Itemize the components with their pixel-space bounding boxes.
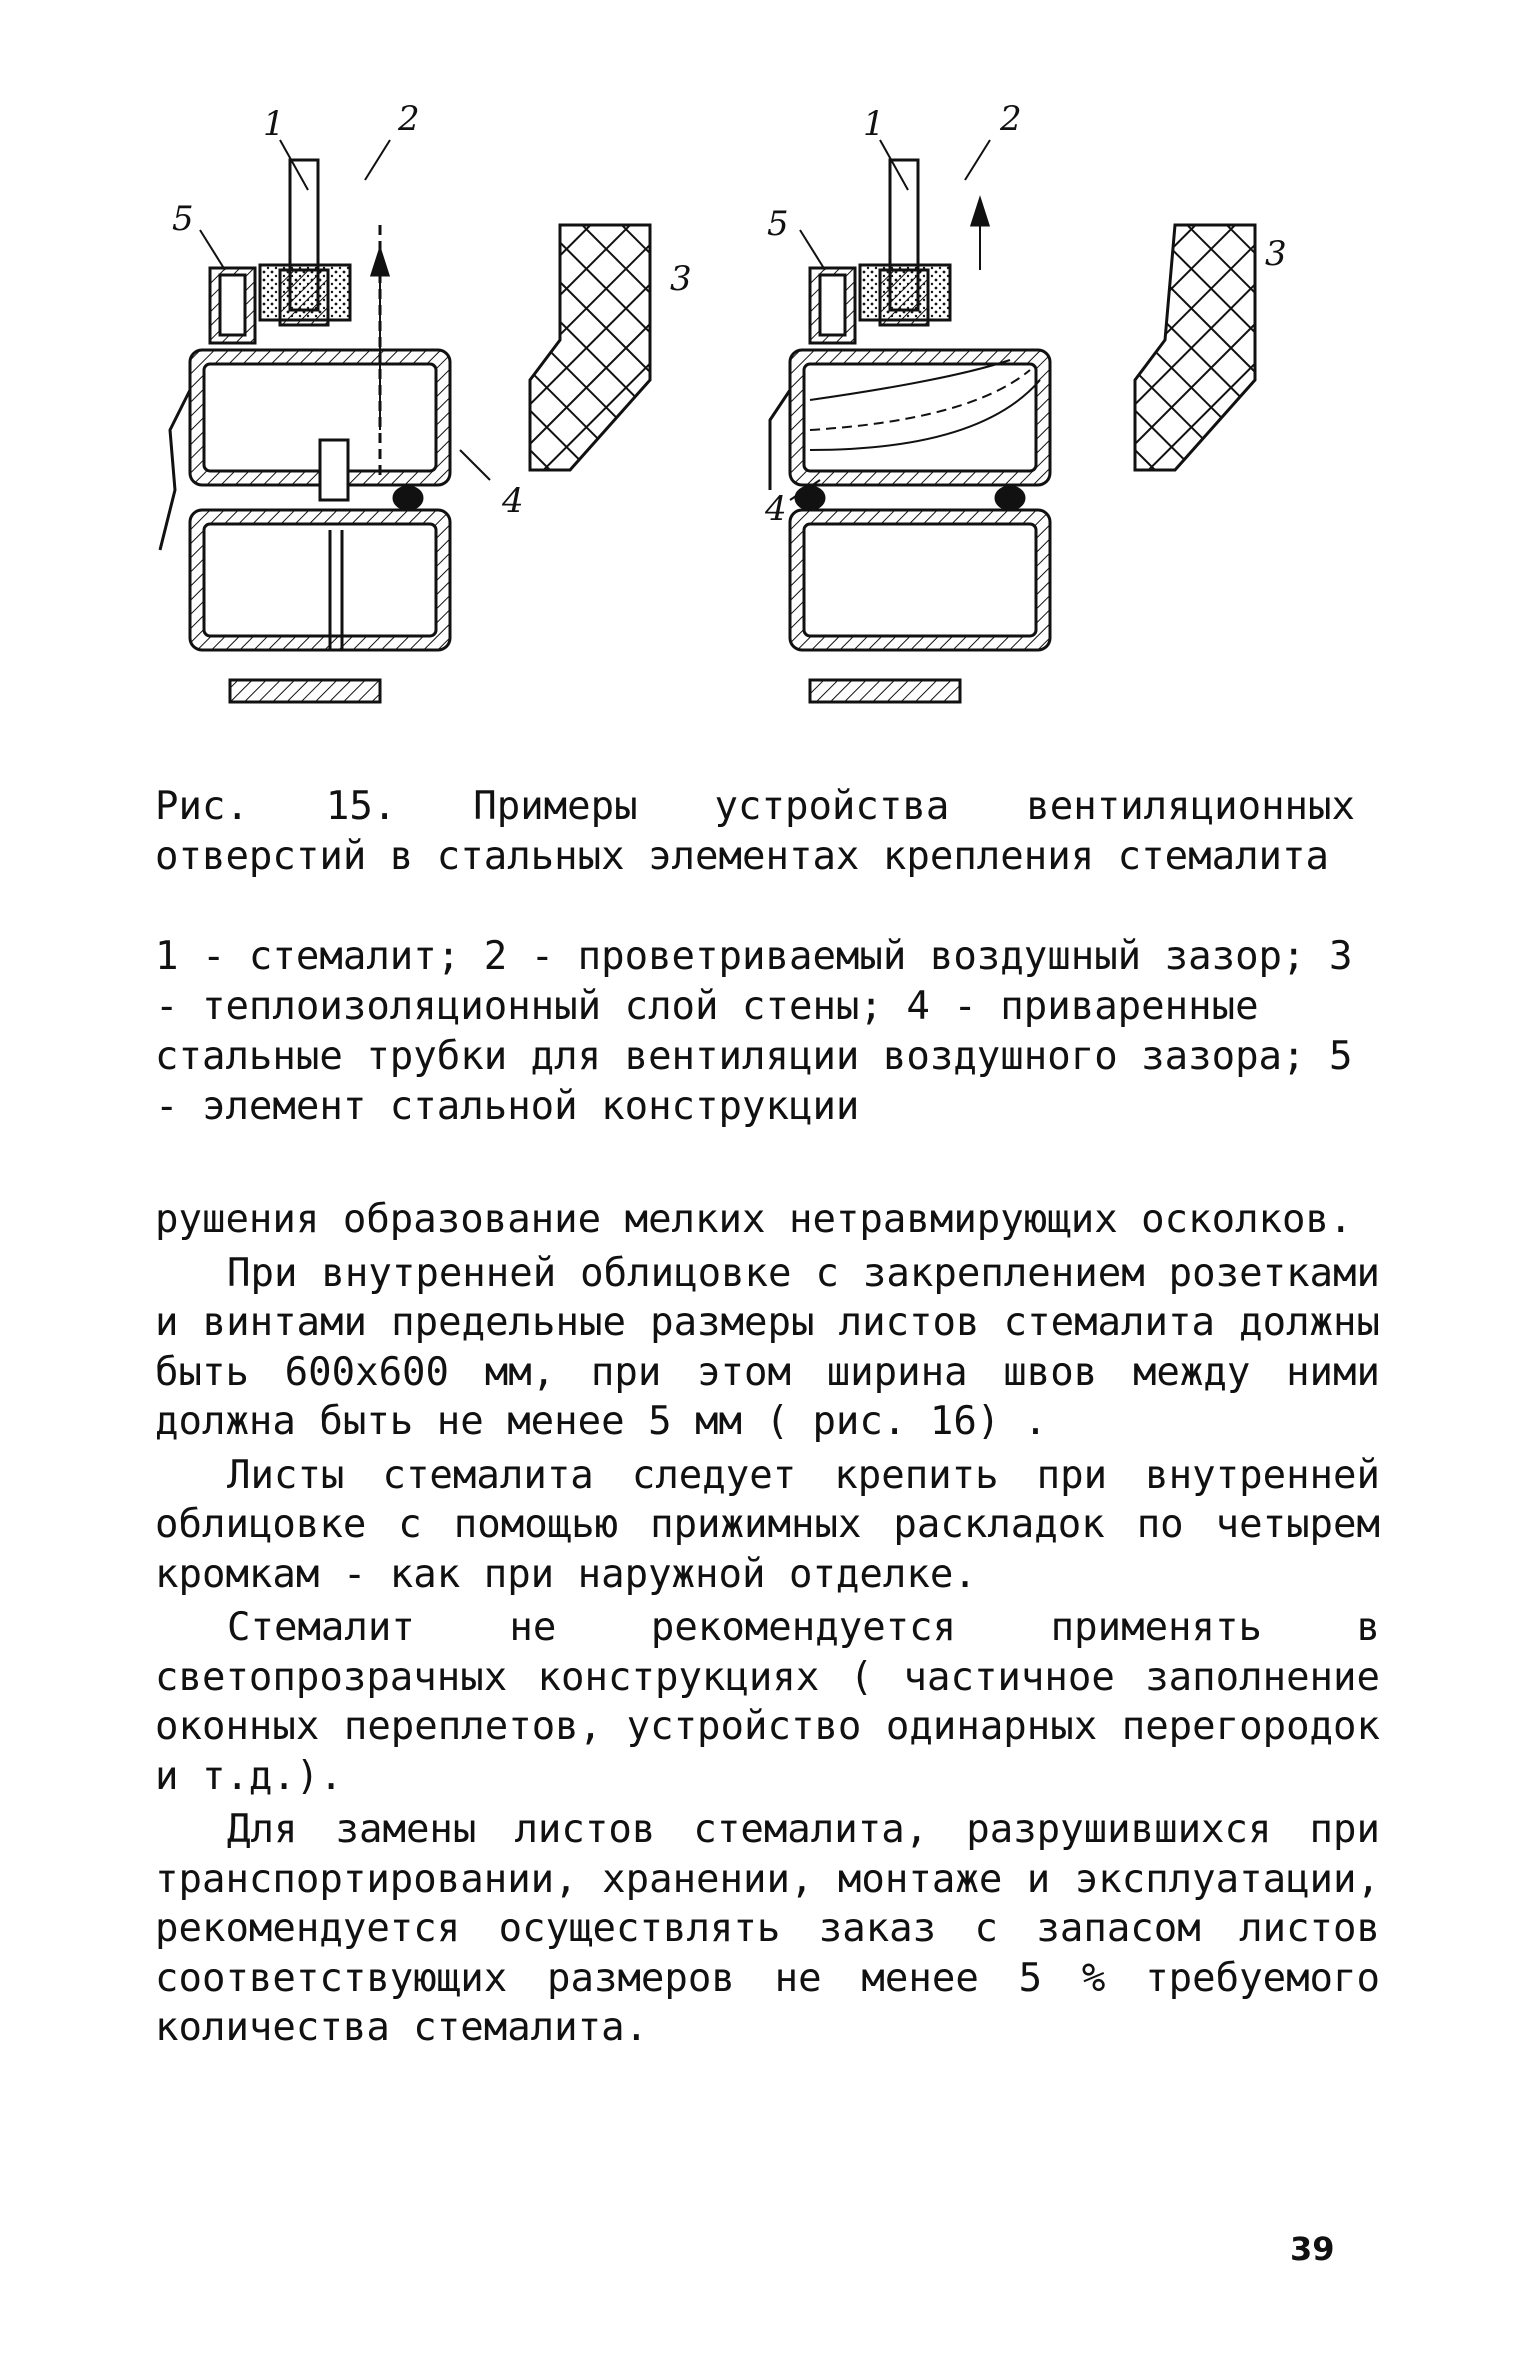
label-left-1: 1 bbox=[263, 104, 285, 144]
paragraph: Листы стемалита следует крепить при внутренней облицовке с помощью прижимных раскладок по четырем кромкам - как при наружной отделке. bbox=[155, 1452, 1380, 1597]
label-right-1: 1 bbox=[863, 104, 885, 144]
caption-title: Рис. 15. Примеры устройства вентиляционных отверстий в стальных элементах крепления стемалита bbox=[155, 784, 1355, 879]
label-right-2: 2 bbox=[1000, 99, 1022, 139]
body-text bbox=[155, 1195, 1380, 2057]
label-left-5: 5 bbox=[172, 199, 194, 239]
figure-caption bbox=[155, 782, 1355, 882]
label-left-4: 4 bbox=[502, 481, 524, 521]
paragraph: рушения образование мелких нетравмирующих осколков. bbox=[155, 1197, 1353, 1242]
paragraph: При внутренней облицовке с закреплением розетками и винтами предельные размеры листов стемалита должны быть 600х600 мм, при этом ширина швов между ними должна быть не менее 5 мм ( рис. 16) . bbox=[155, 1250, 1380, 1444]
label-left-3: 3 bbox=[670, 259, 692, 299]
label-right-4: 4 bbox=[765, 489, 787, 529]
paragraph: Стемалит не рекомендуется применять в светопрозрачных конструкциях ( частичное заполнение оконных переплетов, устройство одинарных перегородок и т.д.). bbox=[155, 1605, 1380, 1799]
left-detail bbox=[160, 140, 650, 702]
caption-legend: 1 - стемалит; 2 - проветриваемый воздушный зазор; 3 - теплоизоляционный слой стены; 4 - приваренные стальные трубки для вентиляции воздушного зазора; 5 - элемент стальной конструкции bbox=[155, 934, 1353, 1129]
right-detail bbox=[770, 140, 1255, 702]
label-left-2: 2 bbox=[398, 99, 420, 139]
label-right-3: 3 bbox=[1265, 234, 1287, 274]
figure-15 bbox=[172, 99, 1380, 730]
figure-legend bbox=[155, 932, 1355, 1132]
page-number: 39 bbox=[1290, 2230, 1335, 2268]
paragraph: Для замены листов стемалита, разрушившихся при транспортировании, хранении, монтаже и эксплуатации, рекомендуется осуществлять заказ с запасом листов соответствующих размеров не менее 5 % требуемого количества стемалита. bbox=[155, 1807, 1380, 2050]
label-right-5: 5 bbox=[767, 204, 789, 244]
